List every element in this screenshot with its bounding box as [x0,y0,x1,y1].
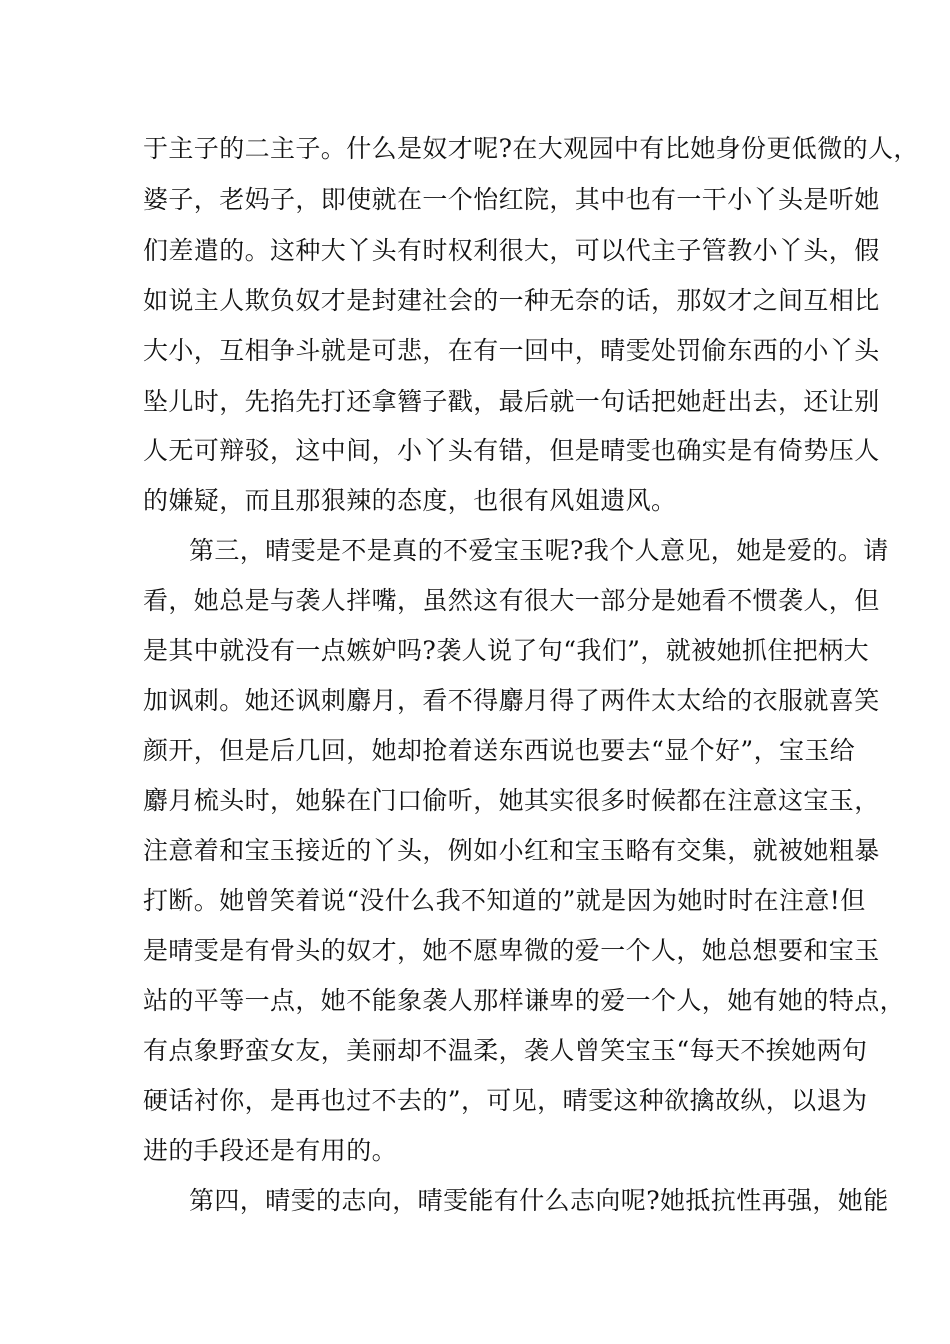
text-line: 有点象野蛮女友，美丽却不温柔，袭人曾笑宝玉“每天不挨她两句 [143,1036,868,1065]
text-line: 是晴雯是有骨头的奴才，她不愿卑微的爱一个人，她总想要和宝玉 [143,936,880,965]
text-line: 的嫌疑，而且那狠辣的态度，也很有风姐遗风。 [143,486,677,515]
text-line: 打断。她曾笑着说“没什么我不知道的”就是因为她时时在注意!但 [143,886,866,915]
text-line: 们差遣的。这种大丫头有时权利很大，可以代主子管教小丫头，假 [143,236,880,265]
text-line: 加讽刺。她还讽刺麝月，看不得麝月得了两件太太给的衣服就喜笑 [143,686,880,715]
text-line: 是其中就没有一点嫉妒吗?袭人说了句“我们”，就被她抓住把柄大 [143,636,869,665]
text-line: 坠儿时，先掐先打还拿簪子戳，最后就一句话把她赶出去，还让别 [143,387,880,416]
text-line: 颜开，但是后几回，她却抢着送东西说也要去“显个好”，宝玉给 [143,736,856,765]
text-line: 进的手段还是有用的。 [143,1136,398,1165]
text-line: 注意着和宝玉接近的丫头，例如小红和宝玉略有交集，就被她粗暴 [143,836,880,865]
text-line: 如说主人欺负奴才是封建社会的一种无奈的话，那奴才之间互相比 [143,286,880,315]
paragraph-start-line: 第四，晴雯的志向，晴雯能有什么志向呢?她抵抗性再强，她能 [189,1186,889,1215]
text-line: 于主子的二主子。什么是奴才呢?在大观园中有比她身份更低微的人， [143,134,919,163]
paragraph-start-line: 第三，晴雯是不是真的不爱宝玉呢?我个人意见，她是爱的。请 [189,536,889,565]
text-line: 站的平等一点，她不能象袭人那样谦卑的爱一个人，她有她的特点， [143,986,906,1015]
text-line: 麝月梳头时，她躲在门口偷听，她其实很多时候都在注意这宝玉， [143,786,880,815]
text-line: 硬话衬你，是再也过不去的”，可见，晴雯这种欲擒故纵，以退为 [143,1086,868,1115]
text-line: 婆子，老妈子，即使就在一个怡红院，其中也有一干小丫头是听她 [143,185,880,214]
text-line: 大小，互相争斗就是可悲，在有一回中，晴雯处罚偷东西的小丫头 [143,336,880,365]
text-line: 人无可辩驳，这中间，小丫头有错，但是晴雯也确实是有倚势压人 [143,436,880,465]
text-line: 看，她总是与袭人拌嘴，虽然这有很大一部分是她看不惯袭人，但 [143,586,880,615]
